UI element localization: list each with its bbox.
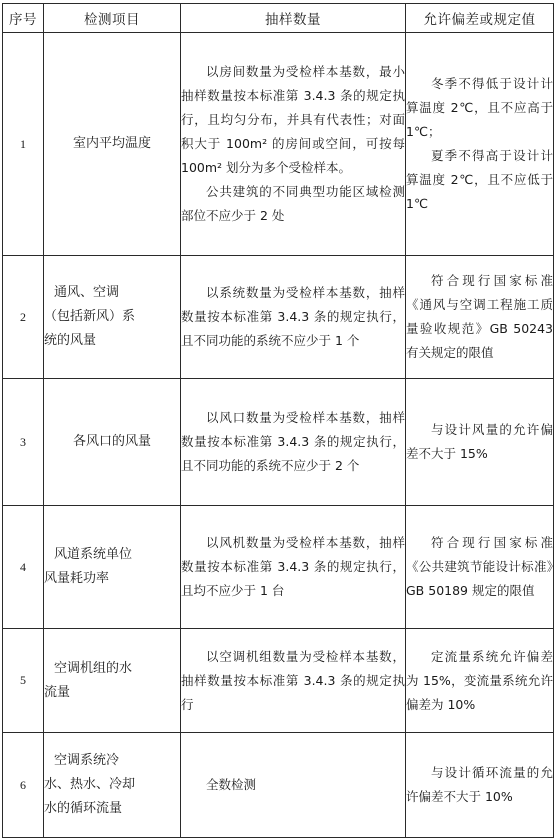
row-number: 3 (3, 379, 44, 506)
item-line: 空调系统冷 (54, 753, 120, 768)
sample-paragraph: 以房间数量为受检样本基数，最小抽样数量按本标准第 3.4.3 条的规定执行，且均匀分布，并具有代表性；对面积大于 100m² 的房间或空间，可按每 100m² 划分为多个受检样本。 (181, 64, 405, 175)
row-number: 6 (3, 733, 44, 838)
sample-paragraph: 以风口数量为受检样本基数，抽样数量按本标准第 3.4.3 条的规定执行，且不同功能的系统不应少于 2 个 (181, 410, 405, 473)
sample-quantity (181, 733, 406, 838)
item-line: 风道系统单位 (54, 547, 133, 562)
sample-paragraph: 以空调机组数量为受检样本基数，抽样数量按本标准第 3.4.3 条的规定执行 (181, 648, 405, 712)
item-line: 通风、空调 (54, 285, 120, 300)
item-line: （包括新风）系 (44, 309, 136, 324)
item-line: 水的循环流量 (44, 801, 123, 816)
item-line: 风量耗功率 (44, 571, 110, 586)
item-line: 水、热水、冷却 (44, 777, 136, 792)
inspection-item (44, 256, 181, 379)
sample-quantity (181, 256, 406, 379)
header-item: 检测项目 (44, 4, 181, 33)
inspection-item (44, 33, 181, 256)
item-line: 流量 (44, 684, 71, 700)
allowed-deviation (406, 629, 554, 733)
sample-quantity (181, 506, 406, 629)
deviation-paragraph: 符合现行国家标准《公共建筑节能设计标准》GB 50189 规定的限值 (406, 535, 553, 598)
inspection-item (44, 506, 181, 629)
inspection-table (2, 3, 554, 838)
allowed-deviation (406, 256, 554, 379)
allowed-deviation (406, 379, 554, 506)
item-line: 统的风量 (44, 333, 97, 348)
deviation-paragraph: 与设计循环流量的允许偏差不大于 10% (406, 765, 553, 804)
sample-paragraph: 公共建筑的不同典型功能区域检测部位不应少于 2 处 (181, 184, 405, 223)
sample-quantity (181, 629, 406, 733)
item-line: 室内平均温度 (72, 136, 151, 151)
table-row (3, 33, 554, 256)
row-number: 1 (3, 33, 44, 256)
deviation-paragraph: 符合现行国家标准《通风与空调工程施工质量验收规范》GB 50243 有关规定的限值 (406, 273, 553, 360)
table-row (3, 733, 554, 838)
sample-quantity (181, 379, 406, 506)
deviation-paragraph: 冬季不得低于设计计算温度 2℃，且不应高于 1℃； (406, 76, 553, 139)
row-number: 2 (3, 256, 44, 379)
sample-quantity (181, 33, 406, 256)
header-sample: 抽样数量 (181, 4, 406, 33)
sample-paragraph: 以系统数量为受检样本基数，抽样数量按本标准第 3.4.3 条的规定执行，且不同功能的系统不应少于 1 个 (181, 285, 405, 348)
table-row (3, 256, 554, 379)
header-no: 序号 (3, 4, 44, 33)
allowed-deviation (406, 506, 554, 629)
allowed-deviation (406, 33, 554, 256)
table-row (3, 506, 554, 629)
table-header (3, 4, 554, 33)
header-row (3, 4, 554, 33)
row-number: 5 (3, 629, 44, 733)
deviation-paragraph: 与设计风量的允许偏差不大于 15% (406, 422, 553, 461)
inspection-item (44, 733, 181, 838)
allowed-deviation (406, 733, 554, 838)
header-deviation: 允许偏差或规定值 (406, 4, 554, 33)
inspection-item (44, 379, 181, 506)
table-row (3, 379, 554, 506)
sample-paragraph: 以风机数量为受检样本基数，抽样数量按本标准第 3.4.3 条的规定执行，且均不应少于 1 台 (181, 535, 405, 598)
item-line: 空调机组的水 (54, 660, 133, 676)
table-row (3, 629, 554, 733)
inspection-item (44, 629, 181, 733)
row-number: 4 (3, 506, 44, 629)
deviation-paragraph: 夏季不得高于设计计算温度 2℃，且不应低于 1℃ (406, 148, 553, 211)
deviation-paragraph: 定流量系统允许偏差为 15%，变流量系统允许偏差为 10% (406, 648, 553, 712)
sample-paragraph: 全数检测 (206, 777, 257, 792)
item-line: 各风口的风量 (72, 434, 151, 449)
